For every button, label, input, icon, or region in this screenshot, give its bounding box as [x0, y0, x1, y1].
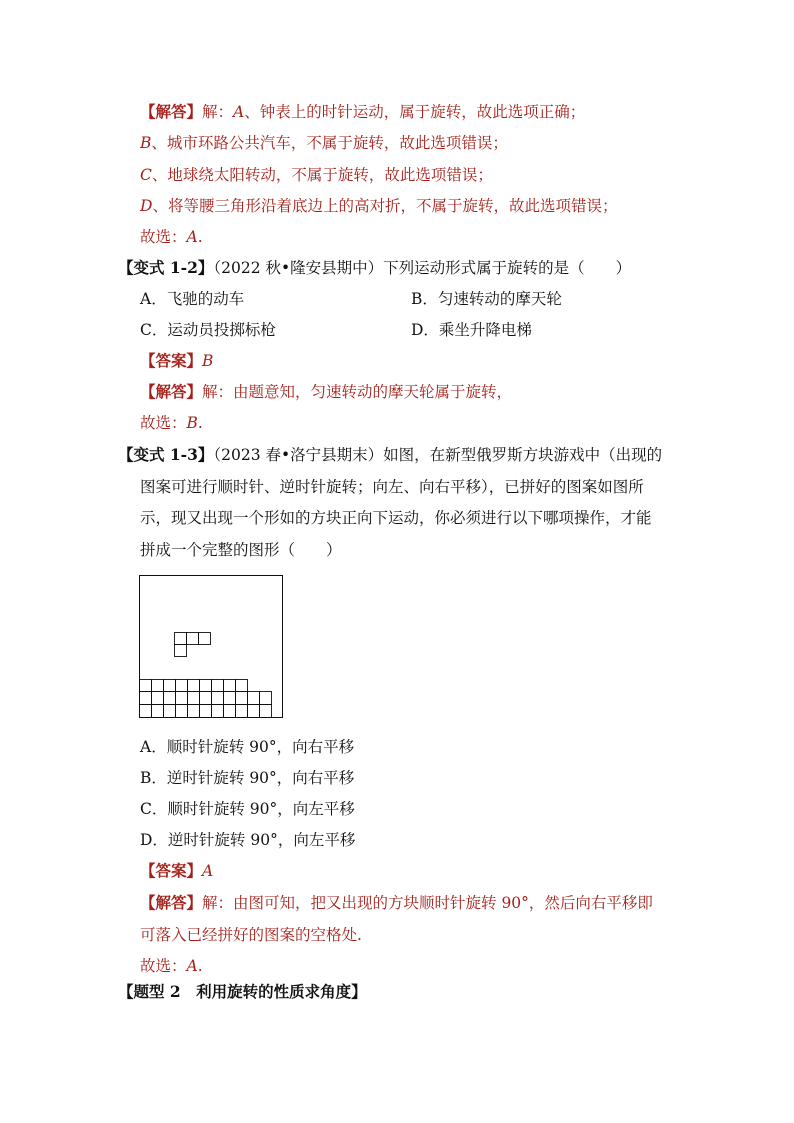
option-c: C．顺时针旋转 90°，向左平移: [140, 800, 355, 818]
grid-cell: [200, 705, 212, 718]
grid-cell: [224, 692, 236, 705]
choose-line-3: [140, 955, 203, 977]
grid-cell: [140, 705, 152, 718]
answer-value: A: [202, 862, 214, 880]
question-tag: 【变式 1-2】: [118, 258, 214, 277]
solution-line-2: 可落入已经拼好的图案的空格处.: [140, 926, 362, 944]
grid-cell: [212, 692, 224, 705]
grid-cell: [260, 705, 272, 718]
option-d: D．乘坐升降电梯: [411, 321, 532, 339]
piece-cell: [199, 633, 211, 645]
choose-label: 故选：: [140, 957, 187, 975]
solution-line-1: [140, 892, 653, 914]
choose-letter: A: [186, 228, 198, 246]
grid-cell: [164, 705, 176, 718]
question-1-3-stem-line-4: 拼成一个完整的图形（ ）: [140, 541, 342, 559]
solution-line-2: [140, 132, 508, 154]
grid-cell: [176, 705, 188, 718]
grid-cell: [224, 680, 236, 692]
grid-cell: [212, 705, 224, 718]
option-letter-c: C: [140, 166, 152, 184]
grid-cell: [176, 680, 188, 692]
option-a: A．顺时针旋转 90°，向右平移: [140, 738, 355, 756]
grid-cell: [188, 680, 200, 692]
choose-end: .: [197, 957, 203, 975]
grid-cell: [164, 680, 176, 692]
grid-cell: [236, 692, 248, 705]
grid-cell: [212, 680, 224, 692]
choose-letter: A: [186, 957, 198, 975]
solution-tag: 【解答】: [140, 893, 203, 912]
grid-cell: [260, 692, 272, 705]
choose-letter: B: [186, 414, 198, 432]
solution-text-d: 、将等腰三角形沿着底边上的高对折，不属于旋转，故此选项错误；: [152, 197, 618, 215]
option-a: A．飞驰的动车: [140, 290, 245, 308]
filled-rows: [140, 680, 272, 718]
answer-value: B: [202, 352, 214, 370]
piece-cell: [175, 645, 187, 657]
choose-line-1: [140, 226, 203, 248]
tetris-figure: [139, 575, 283, 719]
grid-cell: [140, 692, 152, 705]
grid-cell: [164, 692, 176, 705]
answer-line: [140, 350, 213, 372]
piece-cell: [187, 633, 199, 645]
solution-tag: 【解答】: [140, 382, 203, 401]
answer-tag: 【答案】: [140, 351, 203, 370]
solution-tag: 【解答】: [140, 102, 203, 121]
solution-intro: 解：: [202, 103, 234, 121]
option-b: B．匀速转动的摩天轮: [411, 290, 562, 308]
solution-text: 解：由题意知，匀速转动的摩天轮属于旋转，: [202, 383, 513, 401]
grid-cell: [188, 705, 200, 718]
grid-cell: [248, 692, 260, 705]
question-tag: 【变式 1-3】: [118, 445, 214, 464]
answer-tag: 【答案】: [140, 861, 203, 880]
solution-text-c: 、地球绕太阳转动，不属于旋转，故此选项错误；: [151, 166, 493, 184]
grid-cell: [140, 680, 152, 692]
choose-label: 故选：: [140, 414, 187, 432]
falling-piece: [175, 633, 211, 657]
question-1-3-stem-line-3: 示，现又出现一个形如的方块正向下运动，你必须进行以下哪项操作，才能: [140, 509, 652, 527]
solution-line: [140, 381, 512, 403]
section-title: 【题型 2 利用旋转的性质求角度】: [118, 982, 367, 1001]
solution-text-1: 解：由图可知，把又出现的方块顺时针旋转 90°，然后向右平移即: [202, 894, 653, 912]
grid-cell: [176, 692, 188, 705]
option-letter-d: D: [140, 197, 153, 215]
grid-cell: [152, 705, 164, 718]
choose-end: .: [197, 228, 203, 246]
piece-cell: [175, 633, 187, 645]
answer-line: [140, 860, 213, 882]
option-c: C．运动员投掷标枪: [140, 321, 276, 339]
choose-label: 故选：: [140, 228, 187, 246]
grid-cell: [200, 680, 212, 692]
choose-end: .: [197, 414, 203, 432]
question-text: （2022 秋•隆安县期中）下列运动形式属于旋转的是（ ）: [213, 259, 632, 277]
grid-cell: [224, 705, 236, 718]
question-1-3-stem-line-1: [118, 444, 662, 466]
grid-cell: [152, 692, 164, 705]
question-text-1: （2023 春•洛宁县期末）如图，在新型俄罗斯方块游戏中（出现的: [213, 446, 663, 464]
grid-cell: [248, 705, 260, 718]
solution-text-b: 、城市环路公共汽车，不属于旋转，故此选项错误；: [151, 134, 508, 152]
option-b: B．逆时针旋转 90°，向右平移: [140, 769, 355, 787]
grid-cell: [152, 680, 164, 692]
solution-line-4: [140, 195, 617, 217]
grid-cell: [236, 680, 248, 692]
solution-text-a: 、钟表上的时针运动，属于旋转，故此选项正确；: [244, 103, 586, 121]
figure-frame: [140, 576, 283, 718]
grid-cell: [200, 692, 212, 705]
question-1-2-stem: [118, 257, 631, 279]
grid-cell: [188, 692, 200, 705]
option-letter-b: B: [140, 134, 152, 152]
choose-line-2: [140, 412, 203, 434]
solution-line-3: [140, 164, 493, 186]
option-letter-a: A: [233, 103, 245, 121]
option-d: D．逆时针旋转 90°，向左平移: [140, 831, 356, 849]
solution-line-1: [140, 101, 585, 123]
question-1-3-stem-line-2: 图案可进行顺时针、逆时针旋转；向左、向右平移），已拼好的图案如图所: [140, 478, 644, 496]
grid-cell: [236, 705, 248, 718]
